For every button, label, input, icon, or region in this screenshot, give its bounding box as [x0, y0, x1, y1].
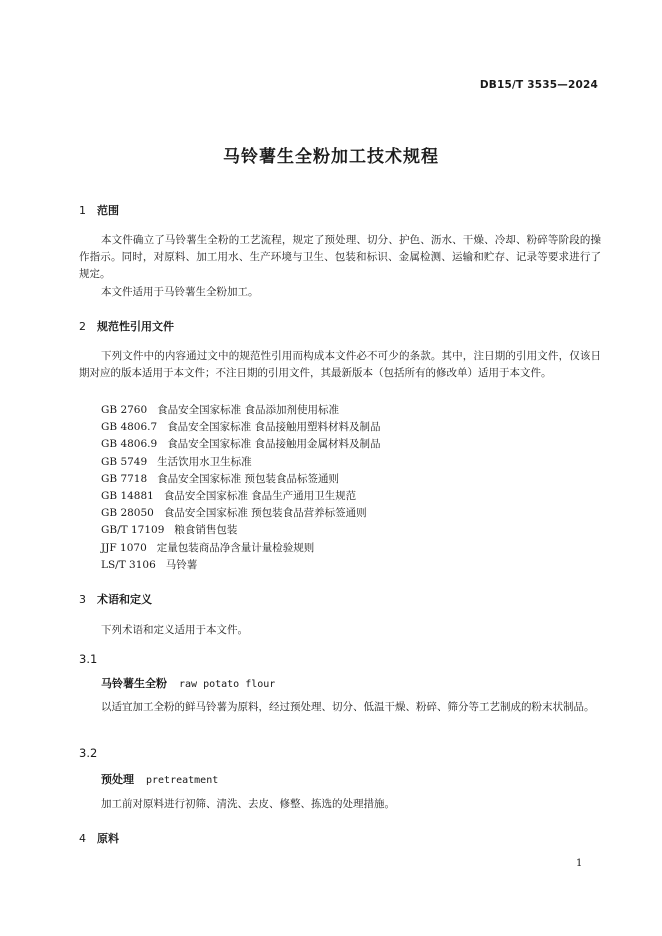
section-1-paragraph-2: 本文件适用于马铃薯生全粉加工。 [101, 286, 259, 298]
section-number: 1 [79, 204, 86, 217]
reference-code: GB 14881 [101, 489, 154, 502]
section-2-intro: 下列文件中的内容通过文中的规范性引用而构成本文件必不可少的条款。其中，注日期的引用文件，仅该日期对应的版本适用于本文件；不注日期的引用文件，其最新版本（包括所有的修改单）适用于本文件。 [79, 350, 601, 379]
section-number: 4 [79, 832, 86, 845]
reference-item [101, 436, 381, 453]
reference-item [101, 557, 381, 574]
term-3-2-number: 3.2 [79, 746, 98, 760]
section-number: 2 [79, 320, 86, 333]
term-3-1-definition: 以适宜加工全粉的鲜马铃薯为原料，经过预处理、切分、低温干燥、粉碎、筛分等工艺制成的粉末状制品。 [101, 701, 595, 713]
section-title: 原料 [97, 832, 119, 845]
reference-item [101, 522, 381, 539]
section-1-paragraph-1: 本文件确立了马铃薯生全粉的工艺流程，规定了预处理、切分、护色、沥水、干燥、冷却、粉碎等阶段的操作指示。同时，对原料、加工用水、生产环境与卫生、包装和标识、金属检测、运输和贮存、记录等要求进行了规定。 [79, 234, 601, 280]
reference-code: GB 5749 [101, 455, 148, 468]
term-3-2-definition: 加工前对原料进行初筛、清洗、去皮、修整、拣选的处理措施。 [101, 798, 395, 810]
reference-item [101, 505, 381, 522]
term-3-2 [101, 771, 218, 787]
section-4-heading [79, 830, 119, 846]
reference-code: GB 4806.7 [101, 421, 158, 434]
reference-code: GB 2760 [101, 404, 148, 416]
reference-item [101, 540, 381, 557]
reference-title: 生活饮用水卫生标准 [157, 455, 252, 468]
reference-code: GB 4806.9 [101, 438, 158, 451]
term-3-1-number: 3.1 [79, 652, 98, 666]
reference-item [101, 419, 381, 436]
reference-code: LS/T 3106 [101, 558, 156, 571]
term-chinese: 预处理 [101, 773, 134, 786]
reference-code: GB/T 17109 [101, 524, 165, 537]
term-english: pretreatment [146, 775, 219, 786]
reference-title: 食品安全国家标准 食品添加剂使用标准 [157, 404, 340, 416]
section-1-heading [79, 202, 119, 218]
section-3-heading [79, 591, 152, 607]
section-2-heading [79, 318, 174, 334]
reference-title: 食品安全国家标准 食品接触用金属材料及制品 [167, 438, 381, 451]
reference-title: 粮食销售包装 [174, 524, 238, 537]
section-title: 规范性引用文件 [97, 320, 174, 333]
term-3-1 [101, 675, 275, 691]
reference-item [101, 402, 381, 419]
section-3-intro: 下列术语和定义适用于本文件。 [101, 624, 248, 636]
reference-item [101, 471, 381, 488]
reference-title: 马铃薯 [165, 558, 198, 571]
reference-item [101, 454, 381, 471]
term-english: raw potato flour [179, 679, 276, 690]
document-title: 马铃薯生全粉加工技术规程 [223, 147, 439, 167]
reference-title: 食品安全国家标准 预包装食品营养标签通则 [163, 507, 367, 520]
section-number: 3 [79, 593, 86, 606]
section-title: 范围 [97, 204, 119, 217]
reference-code: GB 7718 [101, 472, 148, 485]
reference-title: 定量包装商品净含量计量检验规则 [156, 541, 315, 554]
reference-title: 食品安全国家标准 食品接触用塑料材料及制品 [167, 421, 381, 434]
normative-reference-list [101, 402, 381, 574]
standard-code: DB15/T 3535—2024 [479, 79, 598, 91]
section-title: 术语和定义 [97, 593, 152, 606]
page-number: 1 [576, 858, 583, 869]
term-chinese: 马铃薯生全粉 [101, 677, 167, 690]
reference-code: JJF 1070 [101, 541, 147, 554]
reference-code: GB 28050 [101, 507, 154, 520]
reference-title: 食品安全国家标准 预包装食品标签通则 [157, 472, 340, 485]
reference-item [101, 488, 381, 505]
reference-title: 食品安全国家标准 食品生产通用卫生规范 [163, 489, 357, 502]
